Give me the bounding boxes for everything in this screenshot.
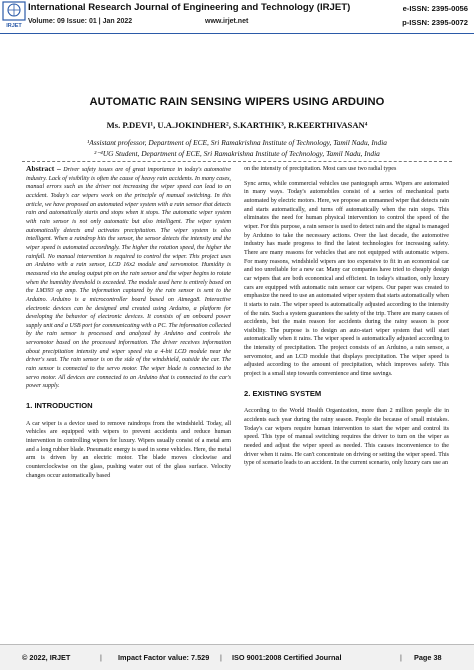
- abstract-text: Driver safety issues are of great importance in today's automotive industry. Lack of visibility is often the cause of heavy rain accidents. In many cases, manual errors such as the driver not increasing the wiper speed can lead to an accident. Today's car wipers work on the principle of manual switching. In this article, we have proposed an automated wiper system with a rain sensor that detects rain and automatically starts and stops when it stops. The automatic wiper system with rain sensor is not only automatic but also intelligent. The wiper system automatically detects and activates precipitation. The wiper system is also intelligent. When a raindrop hits the sensor, the sensor detects the intensity and the wiper speed is automated accordingly. The higher the rotation speed, the higher the rainfall. No manual intervention is required to control the wiper. This project uses an Arduino with a rain sensor, LCD 16x2 module and servomotor. Humidity is measured via the analog output pin on the rain sensor and the wiper begins to rotate when the humidity threshold is exceeded. The module used here is entirely based on the LM393 op amp. The information captured by the rain sensor is sent to the Arduino. Arduino is a microcontroller board based on Atmega8. Interactive electronic devices can be designed and created using Arduino, a platform for developing the behavior of electronic devices. It consists of an onboard power supply unit and a USB port for communicating with a PC. The information collected by the rain sensor is processed and analyzed by Arduino and controls the servomotor based on the processed information. The driver receives information about precipitation intensity and wiper speed via a 4-bit LCD module near the driver's seat. The rain sensor is on the side of the windshield, outside the car. The rain sensor is connected to the servo motor. The wiper blade is connected to the servo motor. All devices are connected to an Arduino that is connected to the car's power supply.: [26, 167, 231, 390]
- introduction-text: A car wiper is a device used to remove raindrops from the windshield. Today, all vehicles are equipped with wipers to prevent accidents and reduce human intervention in controlling wipers for luxury. Wipers usually consist of a metal arm and a long rubber blade. Pneumatic energy is used in some vehicles. Here, the metal arm is driven by an electric motor. The blade moves clockwise and counterclockwise on the glass, pushing water out of the glass surface. Velocity changes occur automatically based: [26, 420, 231, 479]
- journal-volume-issue: Volume: 09 Issue: 01 | Jan 2022: [28, 18, 133, 25]
- journal-title: International Research Journal of Engineering and Technology (IRJET): [28, 2, 351, 13]
- abstract: [26, 165, 231, 391]
- journal-footer: [0, 644, 474, 670]
- paper-title: AUTOMATIC RAIN SENSING WIPERS USING ARDUINO: [89, 96, 385, 108]
- irjet-logo: [2, 1, 26, 29]
- journal-header: [0, 0, 474, 34]
- abstract-label: Abstract –: [26, 164, 61, 173]
- footer-separator: |: [100, 653, 102, 662]
- p-issn: p-ISSN: 2395-0072: [402, 18, 468, 27]
- footer-separator: |: [220, 653, 222, 662]
- footer-separator: |: [400, 653, 402, 662]
- right-paragraph-1: on the intensity of precipitation. Most cars use two radial types: [244, 166, 397, 172]
- section-heading-existing-system: 2. EXISTING SYSTEM: [244, 388, 322, 398]
- affiliation-1: ¹Assistant professor, Department of ECE, Sri Ramakrishna Institute of Technology, Tamil Nadu, India: [87, 138, 387, 147]
- footer-page-number: Page 38: [414, 653, 442, 662]
- footer-iso: ISO 9001:2008 Certified Journal: [232, 653, 342, 662]
- footer-impact-factor: Impact Factor value: 7.529: [118, 653, 210, 662]
- paper-authors: Ms. P.DEVI¹, U.A.JOKINDHER², S.KARTHIK³, R.KEERTHIVASAN⁴: [106, 120, 368, 130]
- right-paragraph-2: Sync arms, while commercial vehicles use pantograph arms. Wipers are automated in many ways. Today's automobiles consist of a series of mechanical parts automated by electric motors. Here, we propose an unmanned wiper that detects rain and starts automatically, and turns off automatically when the rain stops. This eliminates the need for human physical intervention to control the speed of the wiper. For this purpose, a rain sensor is used to detect rain and the signal is managed by Arduino to take the necessary actions. Over the last decade, the automotive industry has made progress to find the latest technologies for increasing safety. There are many reasons for vehicles that are not equipped with automatic wipers. For many reasons, windshield wipers are too expensive to fit in an economical car and too unreliable for a new car. Many car companies have tried to cheaply design car wipers that are both economical and efficient. In today's situation, only luxury cars are equipped with automatic rain sensor car wipers. Our paper was created to emphasize the need to use an automated wiper system that starts automatically when it starts to rain. The wiper speed is automatically adjusted according to the intensity of the rain. Such a system guarantees the safety of the trip. There are many causes of accidents, but the main reason for accidents during the rainy season is poor visibility. The purpose is to design an auto-start wiper system that will start automatically when it rains. The wiper speed is automatically adjusted according to the intensity of precipitation. The project consists of an Arduino, a rain sensor, a servomotor, and an LCD module that displays precipitation. The wiper speed is adjusted according to the amount of precipitation, which improves safety. This project is a small step towards convenience and time savings.: [244, 180, 449, 378]
- logo-text: IRJET: [6, 23, 22, 29]
- journal-url-link[interactable]: www.irjet.net: [205, 18, 249, 25]
- existing-system-text: According to the World Health Organization, more than 2 million people die in accidents each year during the rainy season. People die because of small mistakes. Today's car wipers require human intervention to start the wiper and control its speed. This type of manual switching requires the driver to turn on the wiper as needed and adjust the wiper speed as needed. This causes inconvenience to the driver when it rains. He can't concentrate on driving or setting the wiper speed. This type of scenario leads to an accident. In the current scenario, only luxury cars use an: [244, 408, 449, 467]
- right-column: [244, 165, 449, 474]
- section-divider: [22, 161, 452, 162]
- left-column: [26, 165, 231, 486]
- section-heading-introduction: 1. INTRODUCTION: [26, 401, 93, 411]
- footer-copyright: © 2022, IRJET: [22, 653, 71, 662]
- e-issn: e-ISSN: 2395-0056: [402, 4, 468, 13]
- affiliation-2: ²⁻⁴UG Student, Department of ECE, Sri Ramakrishna Institute of Technology, Tamil Nadu, India: [94, 149, 380, 158]
